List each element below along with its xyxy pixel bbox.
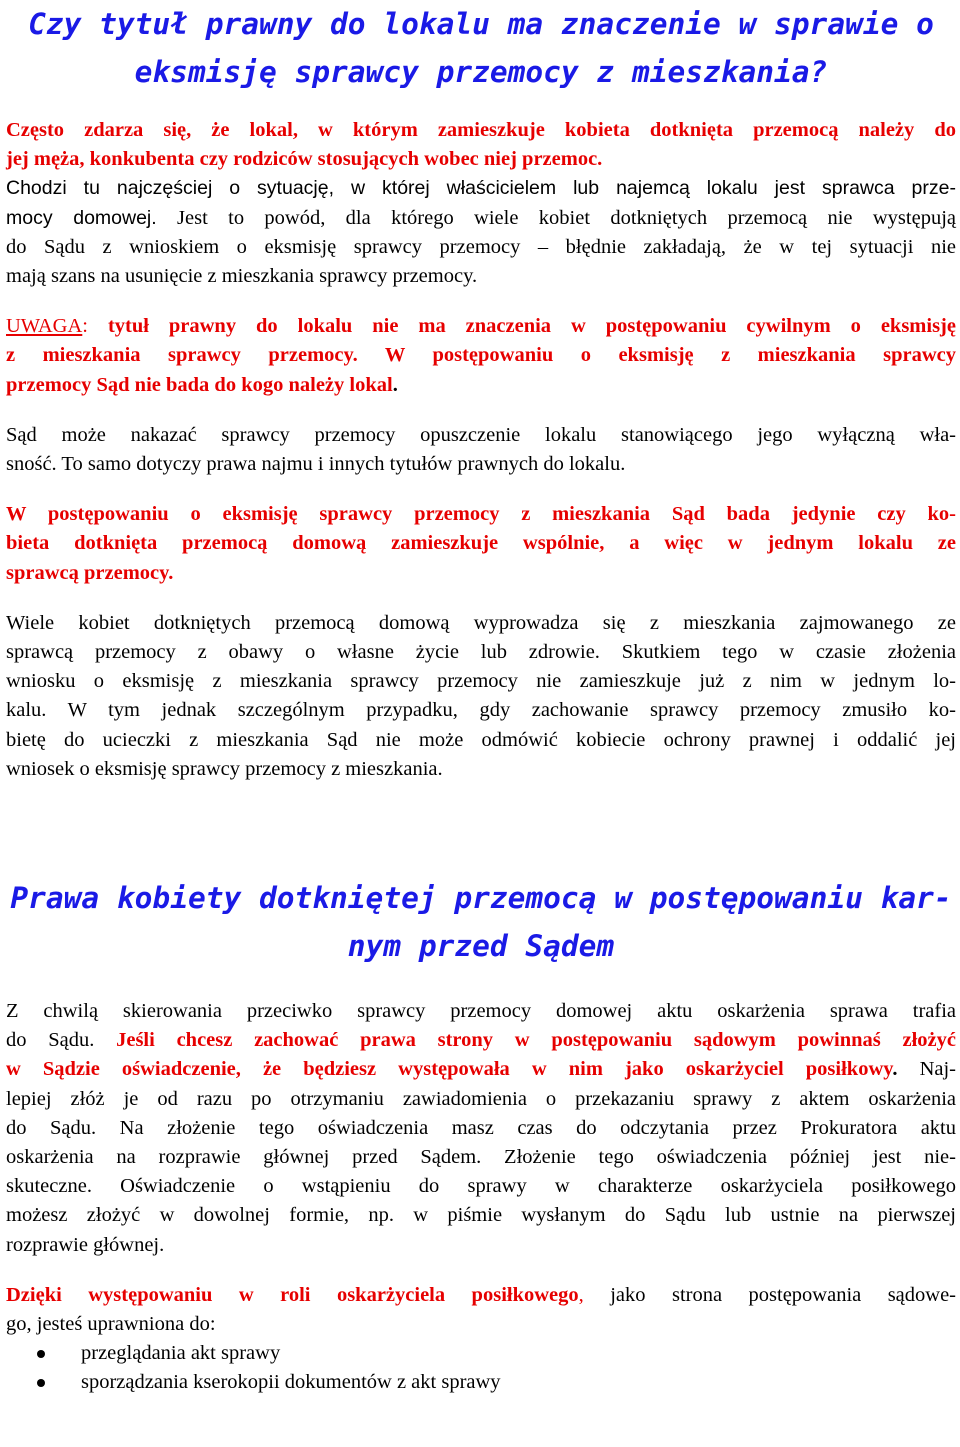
section-title-criminal-rights	[6, 874, 956, 970]
section-title-eviction	[6, 0, 956, 96]
text-span: mocy domowej.	[6, 206, 157, 229]
text-line: Chodzi tu najczęściej o sytuację, w której właścicielem lub najemcą lokalu jest sprawca prze-	[6, 177, 956, 200]
text-span: do Sądu.	[6, 1029, 117, 1052]
list-item-text: sporządzania kserokopii dokumentów z akt sprawy	[81, 1371, 501, 1394]
text-line: rozprawie głównej.	[6, 1233, 165, 1256]
text-span: tytuł prawny do lokalu nie ma znaczenia w postępowaniu cywilnym o eksmisję	[88, 315, 956, 338]
text-line: lepiej złóż je od razu po otrzymaniu zawiadomienia o przekazaniu sprawy z aktem oskarżenia	[6, 1087, 956, 1110]
paragraph-court-order	[6, 421, 956, 479]
text-line: wniosek o eksmisję sprawcy przemocy z mieszkania.	[6, 757, 443, 780]
text-span: Dzięki występowaniu w roli oskarżyciela posiłkowego	[6, 1283, 579, 1306]
list-item	[6, 1368, 956, 1397]
text-line: W postępowaniu o eksmisję sprawcy przemocy z mieszkania Sąd bada jedynie czy ko-	[6, 503, 956, 526]
text-line: sprawcą przemocy z obawy o własne życie lub zdrowie. Skutkiem tego w czasie złożenia	[6, 641, 956, 664]
paragraph-court-examines	[6, 500, 956, 588]
text-line: do Sądu. Na złożenie tego oświadczenia masz czas do odczytania przez Prokuratora aktu	[6, 1116, 956, 1139]
title-line: Prawa kobiety dotkniętej przemocą w postępowaniu kar-	[10, 881, 952, 916]
text-line: bieta dotknięta przemocą domową zamieszkuje wspólnie, a więc w jednym lokalu ze	[6, 532, 956, 555]
title-line: nym przed Sądem	[347, 929, 615, 964]
text-span: w Sądzie oświadczenie, że będziesz występowała w nim jako oskarżyciel posiłkowy	[6, 1058, 893, 1081]
paragraph-auxiliary-prosecutor	[6, 1281, 956, 1339]
text-line: jej męża, konkubenta czy rodziców stosujących wobec niej przemoc.	[6, 148, 603, 171]
text-line: Często zdarza się, że lokal, w którym zamieszkuje kobieta dotknięta przemocą należy do	[6, 119, 956, 141]
text-line: mają szans na usunięcie z mieszkania sprawcy przemocy.	[6, 265, 478, 288]
list-item-text: przeglądania akt sprawy	[81, 1342, 281, 1365]
text-line: skuteczne. Oświadczenie o wstąpieniu do sprawy w charakterze oskarżyciela posiłkowego	[6, 1175, 956, 1198]
text-span: .	[392, 373, 398, 396]
text-span: przemocy Sąd nie bada do kogo należy lokal	[6, 373, 393, 396]
paragraph-indictment	[6, 997, 956, 1260]
warning-label: UWAGA	[6, 315, 83, 338]
text-line: Z chwilą skierowania przeciwko sprawcy przemocy domowej aktu oskarżenia sprawa trafia	[6, 1000, 956, 1023]
text-line: sprawcą przemocy.	[6, 561, 174, 584]
text-span: ,	[578, 1283, 584, 1306]
paragraph-warning	[6, 312, 956, 400]
text-line: go, jesteś uprawniona do:	[6, 1313, 216, 1336]
text-span: Jest to powód, dla którego wiele kobiet dotkniętych przemocą nie występują	[156, 206, 956, 229]
text-line: Wiele kobiet dotkniętych przemocą domową wyprowadza się z mieszkania zajmowanego ze	[6, 611, 956, 634]
bullet-icon	[37, 1379, 45, 1387]
text-span: Jeśli chcesz zachować prawa strony w postępowaniu sądowym powinnaś złożyć	[116, 1029, 956, 1052]
text-line: z mieszkania sprawcy przemocy. W postępowaniu o eksmisję z mieszkania sprawcy	[6, 344, 956, 367]
text-line: oskarżenia na rozprawie głównej przed Sądem. Złożenie tego oświadczenia później jest nie-	[6, 1146, 956, 1169]
text-span: Naj-	[897, 1058, 956, 1081]
text-line: możesz złożyć w dowolnej formie, np. w piśmie wysłanym do Sądu lub ustnie na pierwszej	[6, 1204, 956, 1227]
text-line: Sąd może nakazać sprawcy przemocy opuszczenie lokalu stanowiącego jego wyłączną wła-	[6, 423, 956, 446]
bullet-icon	[37, 1350, 45, 1358]
title-line: eksmisję sprawcy przemocy z mieszkania?	[134, 55, 828, 89]
document-page	[6, 0, 956, 1397]
paragraph-moved-out	[6, 609, 956, 784]
text-span: jako strona postępowania sądowe-	[583, 1283, 956, 1306]
text-line: bietę do ucieczki z mieszkania Sąd nie może odmówić kobiecie ochrony prawnej i oddalić jej	[6, 728, 956, 751]
title-line: Czy tytuł prawny do lokalu ma znaczenie w sprawie o	[28, 7, 934, 41]
text-line: do Sądu z wnioskiem o eksmisję sprawcy przemocy – błędnie zakładają, że w tej sytuacji nie	[6, 235, 956, 258]
text-line: sność. To samo dotyczy prawa najmu i innych tytułów prawnych do lokalu.	[6, 453, 626, 476]
text-span: .	[892, 1058, 898, 1081]
text-line: wniosku o eksmisję z mieszkania sprawcy przemocy nie zamieszkuje już z nim w jednym lo-	[6, 670, 956, 693]
text-line: kalu. W tym jednak szczególnym przypadku, gdy zachowanie sprawcy przemocy zmusiło ko-	[6, 699, 956, 722]
rights-list	[6, 1339, 956, 1397]
paragraph-legal-title	[6, 116, 956, 291]
list-item	[6, 1339, 956, 1368]
warning-colon: :	[82, 315, 88, 338]
